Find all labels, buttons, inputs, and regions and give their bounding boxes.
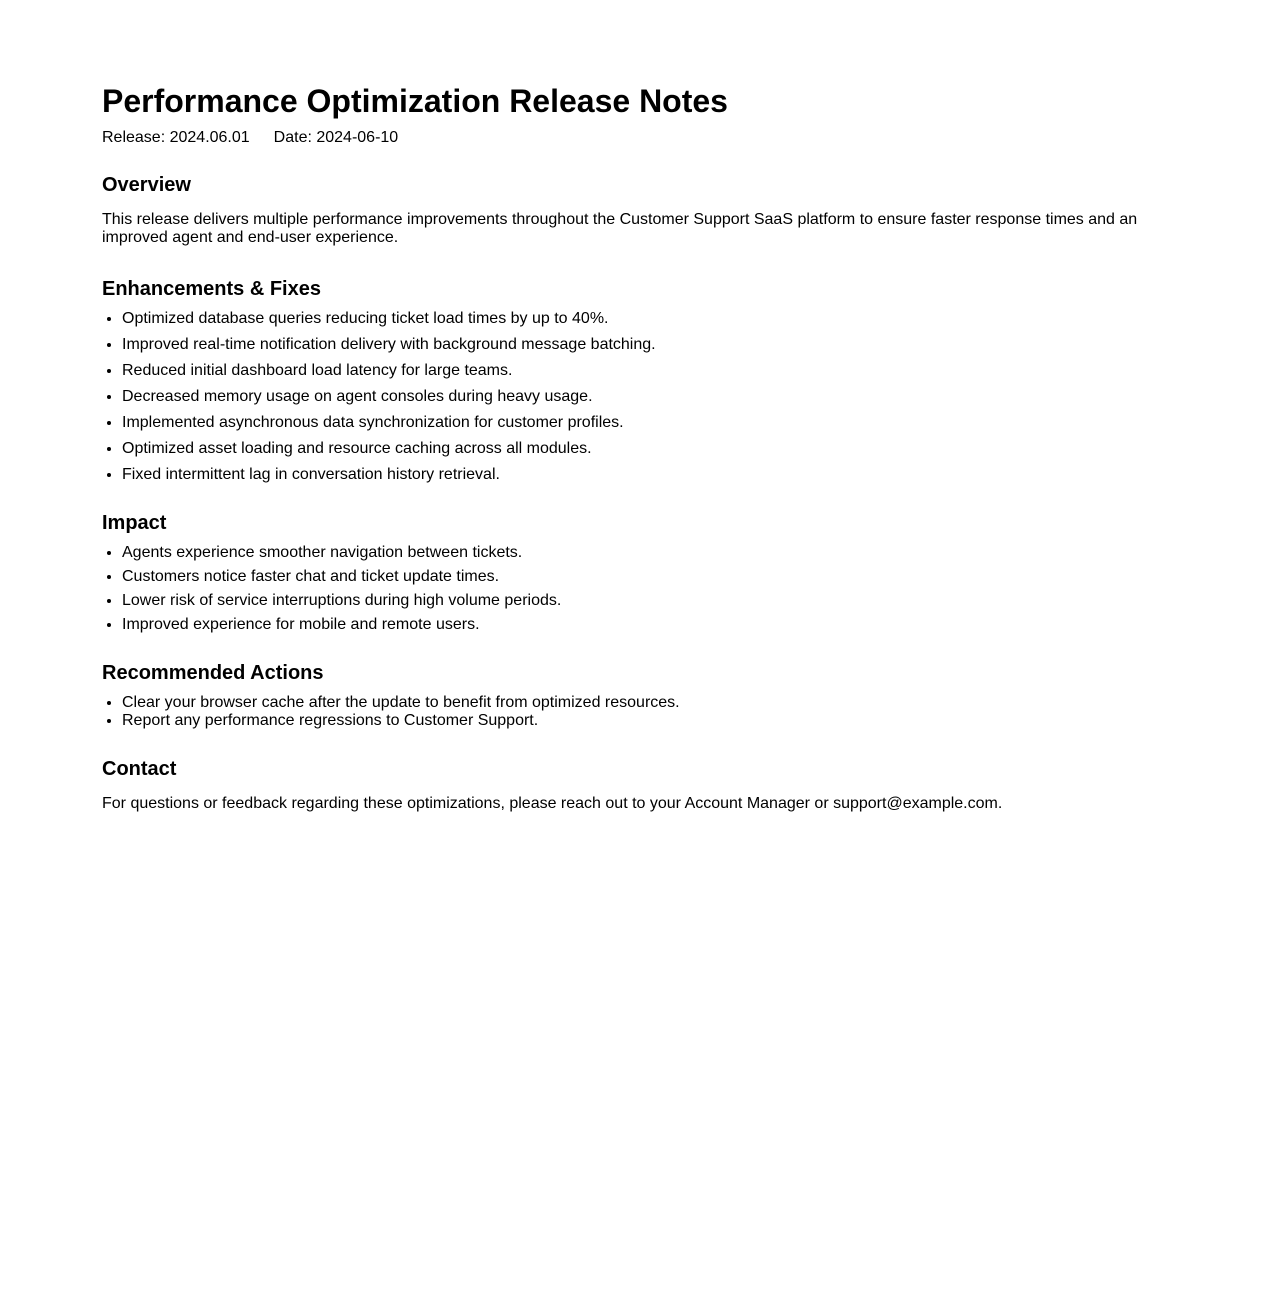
impact-heading: Impact [102,512,167,534]
impact-list [102,544,1176,634]
contact-text: For questions or feedback regarding these optimizations, please reach out to your Account Manager or support@example.com. [102,795,1003,812]
impact-section [102,512,1176,634]
list-item: • Optimized database queries reducing ticket load times by up to 40%. [122,310,1176,328]
overview-heading: Overview [102,174,191,196]
overview-section [102,174,1176,247]
list-item: • Implemented asynchronous data synchronization for customer profiles. [122,414,1176,432]
enhancements-section [102,278,1176,484]
page-title: Performance Optimization Release Notes [102,83,728,119]
overview-text: This release delivers multiple performance improvements throughout the Customer Support SaaS platform to ensure faster response times and an improved agent and end-user experience. [102,211,1138,246]
enhancements-list [102,310,1176,484]
enhancements-heading: Enhancements & Fixes [102,278,321,300]
list-item: • Customers notice faster chat and ticket update times. [122,568,1176,586]
list-item: • Clear your browser cache after the update to benefit from optimized resources. [122,694,1176,712]
recommended-actions-section [102,662,1176,730]
list-item: • Decreased memory usage on agent consoles during heavy usage. [122,388,1176,406]
list-item: • Report any performance regressions to Customer Support. [122,712,1176,730]
release-meta [102,129,1176,147]
list-item: • Agents experience smoother navigation between tickets. [122,544,1176,562]
release-date: Date: 2024-06-10 [273,129,399,146]
contact-heading: Contact [102,758,177,780]
list-item: • Improved experience for mobile and remote users. [122,616,1176,634]
list-item: • Fixed intermittent lag in conversation history retrieval. [122,466,1176,484]
list-item: • Improved real-time notification delivery with background message batching. [122,336,1176,354]
release-version: Release: 2024.06.01 [102,129,250,146]
list-item: • Lower risk of service interruptions during high volume periods. [122,592,1176,610]
list-item: • Optimized asset loading and resource caching across all modules. [122,440,1176,458]
recommended-actions-heading: Recommended Actions [102,662,324,684]
list-item: • Reduced initial dashboard load latency for large teams. [122,362,1176,380]
contact-section [102,758,1176,813]
recommended-actions-list [102,694,1176,730]
